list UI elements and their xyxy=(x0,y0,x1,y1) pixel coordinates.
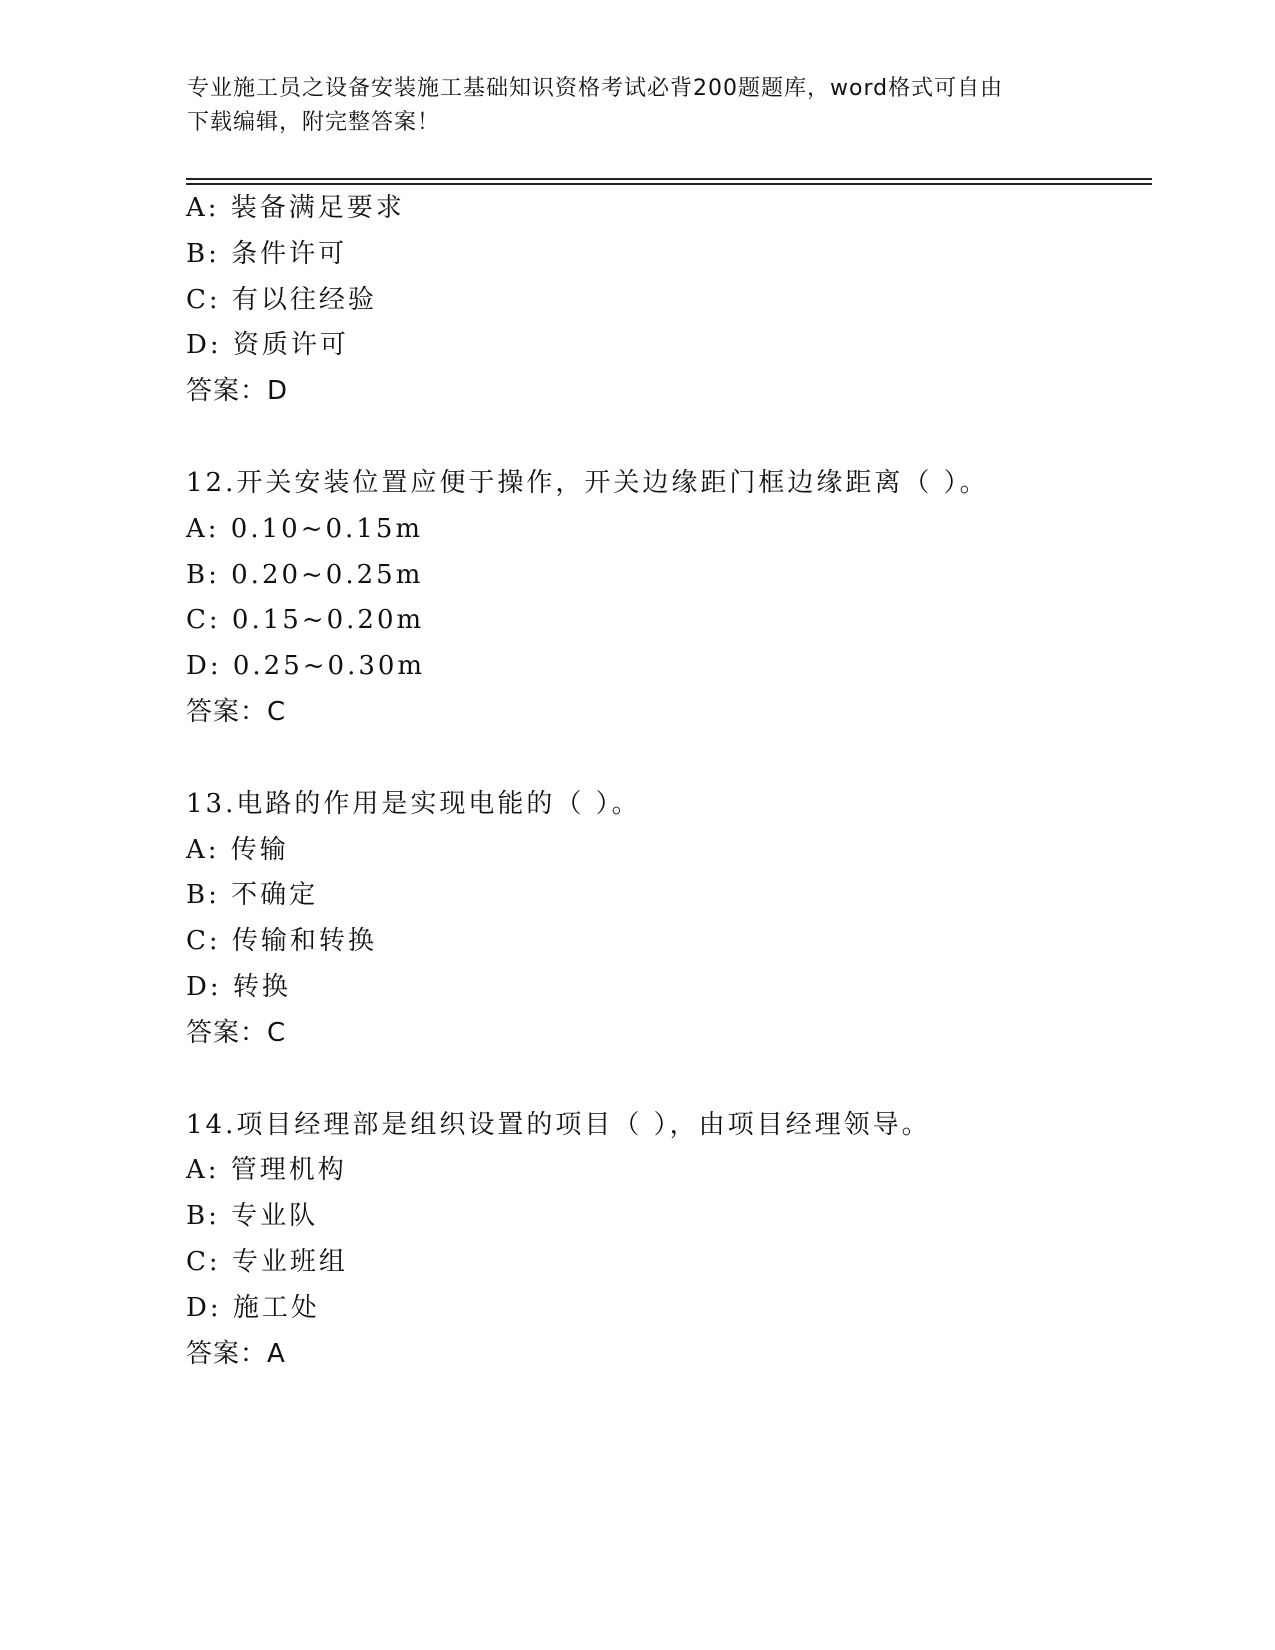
question-list xyxy=(186,186,1152,1377)
answer: 答案：C xyxy=(186,1017,287,1048)
question-12 xyxy=(186,461,1152,736)
spacer xyxy=(186,415,1152,461)
option-c: C: 有以往经验 xyxy=(186,284,377,315)
option-c: C: 传输和转换 xyxy=(186,926,377,957)
option-c: C: 0.15~0.20m xyxy=(186,605,425,636)
option-a: A: 管理机构 xyxy=(186,1155,347,1186)
answer: 答案：C xyxy=(186,696,287,727)
question-text: 12.开关安装位置应便于操作，开关边缘距门框边缘距离（ ）。 xyxy=(186,467,989,498)
question-text: 14.项目经理部是组织设置的项目（ ），由项目经理领导。 xyxy=(186,1109,931,1140)
header-divider-bottom xyxy=(186,183,1152,185)
option-b: B: 0.20~0.25m xyxy=(186,559,424,590)
spacer xyxy=(186,736,1152,782)
question-text: 13.电路的作用是实现电能的（ ）。 xyxy=(186,788,641,819)
option-b: B: 条件许可 xyxy=(186,238,348,269)
option-b: B: 专业队 xyxy=(186,1201,319,1232)
question-13 xyxy=(186,782,1152,1057)
header-divider-top xyxy=(186,178,1152,180)
option-d: D: 施工处 xyxy=(186,1292,320,1323)
title-line-1: 专业施工员之设备安装施工基础知识资格考试必背200题题库，word格式可自由 xyxy=(187,76,1004,101)
option-d: D: 资质许可 xyxy=(186,330,349,361)
option-c: C: 专业班组 xyxy=(186,1246,348,1277)
answer: 答案：D xyxy=(186,376,289,407)
option-a: A: 装备满足要求 xyxy=(186,193,405,223)
option-a: A: 传输 xyxy=(186,834,289,865)
document-title xyxy=(187,72,1087,140)
option-d: D: 0.25~0.30m xyxy=(186,651,426,682)
option-a: A: 0.10~0.15m xyxy=(186,513,424,544)
question-14 xyxy=(186,1103,1152,1378)
answer: 答案：A xyxy=(186,1338,286,1369)
question-11 xyxy=(186,186,1152,415)
option-d: D: 转换 xyxy=(186,971,291,1002)
spacer xyxy=(186,1057,1152,1103)
option-b: B: 不确定 xyxy=(186,880,319,911)
title-line-2: 下载编辑，附完整答案！ xyxy=(187,110,441,135)
